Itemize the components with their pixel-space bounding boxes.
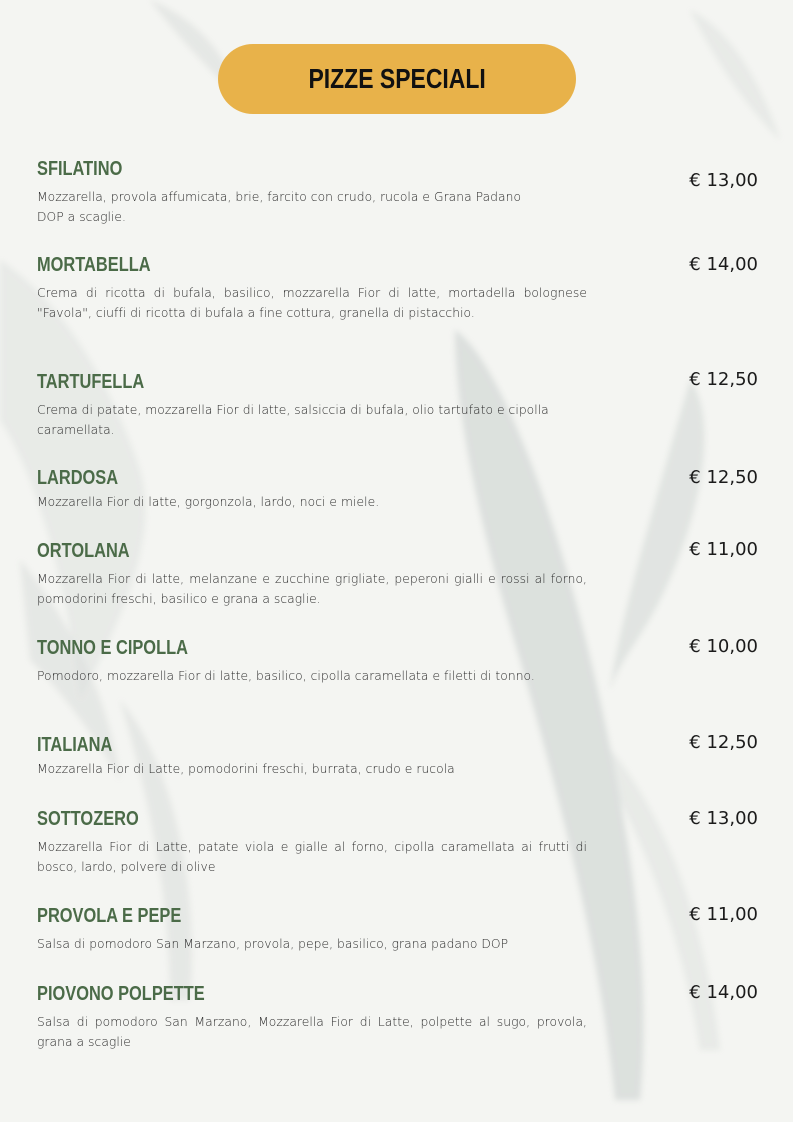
item-name: SOTTOZERO bbox=[37, 808, 139, 830]
item-price: € 12,50 bbox=[689, 467, 758, 488]
menu-item bbox=[37, 734, 587, 779]
menu-item bbox=[37, 905, 587, 954]
item-name: ORTOLANA bbox=[37, 540, 130, 562]
section-title-banner bbox=[218, 44, 576, 114]
section-title: PIZZE SPECIALI bbox=[308, 63, 486, 94]
item-description: Crema di ricotta di bufala, basilico, mozzarella Fior di latte, mortadella bolognese "Favola", ciuffi di ricotta di bufala a fine cottura, granella di pistacchio. bbox=[37, 286, 587, 320]
item-price: € 14,00 bbox=[689, 254, 758, 275]
item-description: Mozzarella Fior di Latte, pomodorini freschi, burrata, crudo e rucola bbox=[37, 762, 455, 776]
item-name: MORTABELLA bbox=[37, 254, 151, 276]
item-description: Mozzarella Fior di Latte, patate viola e gialle al forno, cipolla caramellata ai frutti di bosco, lardo, polvere di olive bbox=[37, 840, 587, 874]
menu-item bbox=[37, 371, 587, 440]
item-description: Pomodoro, mozzarella Fior di latte, basilico, cipolla caramellata e filetti di tonno. bbox=[37, 669, 535, 683]
menu-item bbox=[37, 254, 587, 323]
item-name: PROVOLA E PEPE bbox=[37, 905, 182, 927]
item-name: ITALIANA bbox=[37, 734, 113, 756]
menu-item bbox=[37, 637, 587, 686]
item-price: € 13,00 bbox=[689, 808, 758, 829]
menu-item bbox=[37, 467, 587, 512]
item-name: TARTUFELLA bbox=[37, 371, 145, 393]
item-price: € 14,00 bbox=[689, 982, 758, 1003]
item-description: Mozzarella, provola affumicata, brie, farcito con crudo, rucola e Grana Padano DOP a scaglie. bbox=[37, 190, 522, 224]
menu-item bbox=[37, 540, 587, 609]
item-name: TONNO E CIPOLLA bbox=[37, 637, 188, 659]
menu-item bbox=[37, 808, 587, 877]
menu-item bbox=[37, 158, 587, 227]
item-description: Mozzarella Fior di latte, gorgonzola, lardo, noci e miele. bbox=[37, 495, 380, 509]
menu-item bbox=[37, 983, 587, 1052]
item-description: Mozzarella Fior di latte, melanzane e zucchine grigliate, peperoni gialli e rossi al forno, pomodorini freschi, basilico e grana a scaglie. bbox=[37, 572, 587, 606]
item-description: Salsa di pomodoro San Marzano, Mozzarella Fior di Latte, polpette al sugo, provola, grana a scaglie bbox=[37, 1015, 587, 1049]
item-price: € 13,00 bbox=[689, 170, 758, 191]
item-description: Salsa di pomodoro San Marzano, provola, pepe, basilico, grana padano DOP bbox=[37, 937, 509, 951]
item-price: € 10,00 bbox=[689, 636, 758, 657]
item-name: SFILATINO bbox=[37, 158, 123, 180]
item-price: € 12,50 bbox=[689, 369, 758, 390]
item-price: € 12,50 bbox=[689, 732, 758, 753]
item-description: Crema di patate, mozzarella Fior di latte, salsiccia di bufala, olio tartufato e cipolla caramellata. bbox=[37, 403, 549, 437]
item-name: PIOVONO POLPETTE bbox=[37, 983, 205, 1005]
item-price: € 11,00 bbox=[689, 539, 758, 560]
item-name: LARDOSA bbox=[37, 467, 119, 489]
item-price: € 11,00 bbox=[689, 904, 758, 925]
